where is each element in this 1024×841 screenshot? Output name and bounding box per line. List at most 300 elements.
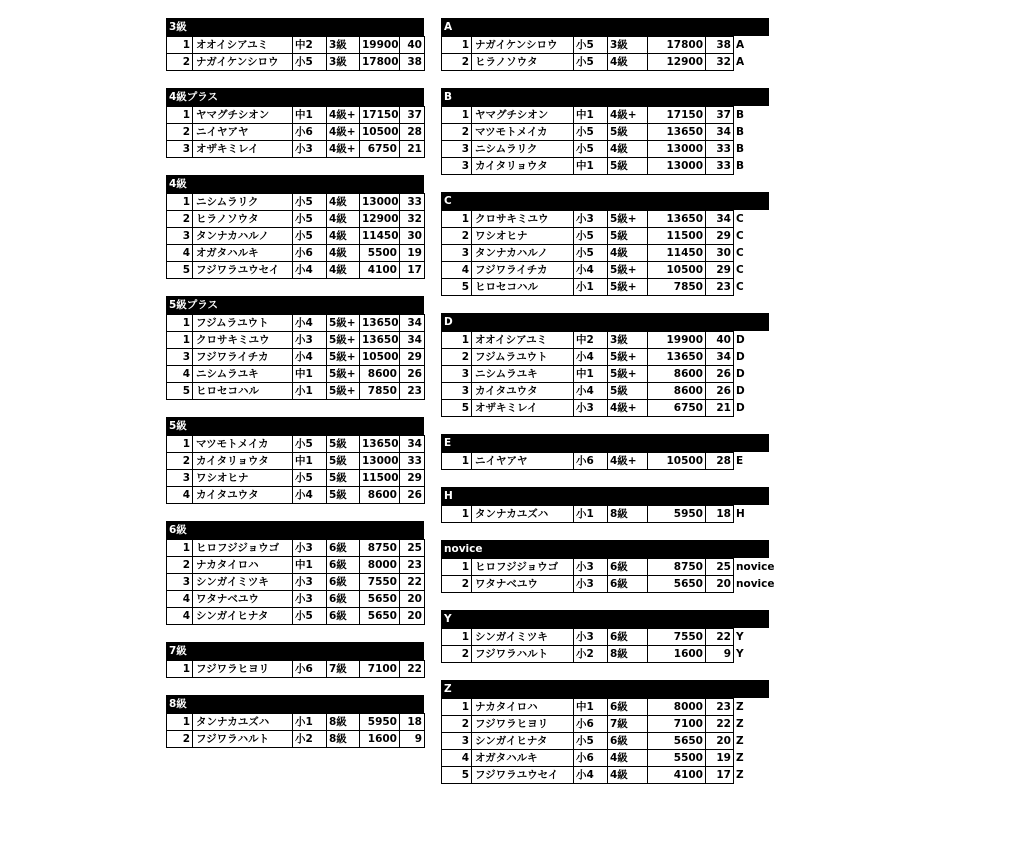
name-cell: マツモトメイカ (193, 436, 293, 453)
level-cell: 8級 (327, 714, 360, 731)
score-cell: 33 (706, 158, 734, 175)
school-grade-cell: 小4 (293, 487, 327, 504)
level-cell: 5級+ (608, 279, 648, 296)
name-cell: ワタナベユウ (472, 576, 574, 593)
level-cell: 6級 (327, 591, 360, 608)
rank-cell: 1 (167, 315, 193, 332)
table-row (167, 487, 425, 504)
class-cell: H (734, 506, 770, 523)
school-grade-cell: 小5 (293, 54, 327, 71)
score-cell: 29 (706, 262, 734, 279)
group-table (166, 713, 425, 748)
score-cell: 26 (400, 487, 425, 504)
school-grade-cell: 小5 (293, 211, 327, 228)
class-cell: Z (734, 767, 770, 784)
level-cell: 5級 (608, 383, 648, 400)
rank-cell: 4 (167, 487, 193, 504)
school-grade-cell: 小1 (293, 383, 327, 400)
level-cell: 6級 (327, 608, 360, 625)
group-block (166, 521, 424, 625)
points-cell: 13000 (648, 141, 706, 158)
class-cell: Z (734, 733, 770, 750)
group-header: Z (441, 680, 769, 698)
rank-cell: 2 (167, 453, 193, 470)
group-table (441, 698, 770, 784)
table-row (442, 733, 770, 750)
table-row (167, 731, 425, 748)
level-cell: 4級 (327, 211, 360, 228)
level-ranking-column (166, 18, 424, 765)
group-block (441, 313, 769, 417)
rank-cell: 4 (442, 262, 472, 279)
score-cell: 37 (400, 107, 425, 124)
level-cell: 8級 (327, 731, 360, 748)
score-cell: 28 (400, 124, 425, 141)
level-cell: 4級+ (608, 400, 648, 417)
table-row (167, 245, 425, 262)
points-cell: 5950 (360, 714, 400, 731)
rank-cell: 1 (167, 661, 193, 678)
points-cell: 19900 (648, 332, 706, 349)
group-header: 4級 (166, 175, 424, 193)
table-row (167, 262, 425, 279)
level-cell: 4級 (327, 262, 360, 279)
class-cell: B (734, 107, 770, 124)
table-row (442, 54, 770, 71)
class-cell: D (734, 366, 770, 383)
score-cell: 20 (706, 733, 734, 750)
points-cell: 5650 (360, 591, 400, 608)
group-header: A (441, 18, 769, 36)
table-row (167, 661, 425, 678)
score-cell: 21 (706, 400, 734, 417)
school-grade-cell: 小6 (574, 750, 608, 767)
rank-cell: 1 (167, 37, 193, 54)
class-cell: Z (734, 750, 770, 767)
class-cell: Z (734, 699, 770, 716)
level-cell: 5級 (327, 470, 360, 487)
level-cell: 6級 (327, 557, 360, 574)
score-cell: 20 (400, 591, 425, 608)
table-row (442, 262, 770, 279)
table-row (167, 141, 425, 158)
group-header: 5級 (166, 417, 424, 435)
table-row (442, 158, 770, 175)
score-cell: 25 (706, 559, 734, 576)
level-cell: 3級 (608, 37, 648, 54)
school-grade-cell: 小4 (574, 262, 608, 279)
group-table (441, 331, 770, 417)
score-cell: 34 (400, 332, 425, 349)
points-cell: 13000 (360, 194, 400, 211)
rank-cell: 3 (442, 733, 472, 750)
level-cell: 6級 (608, 629, 648, 646)
name-cell: シンガイヒナタ (193, 608, 293, 625)
table-row (442, 716, 770, 733)
group-header: Y (441, 610, 769, 628)
score-cell: 28 (706, 453, 734, 470)
score-cell: 22 (400, 661, 425, 678)
rank-cell: 1 (442, 453, 472, 470)
rank-cell: 3 (167, 349, 193, 366)
points-cell: 11500 (360, 470, 400, 487)
rank-cell: 3 (442, 141, 472, 158)
table-row (442, 279, 770, 296)
name-cell: ヒロフジジョウゴ (193, 540, 293, 557)
rank-cell: 2 (442, 228, 472, 245)
school-grade-cell: 小5 (574, 245, 608, 262)
level-cell: 4級 (608, 54, 648, 71)
level-cell: 5級 (608, 228, 648, 245)
rank-cell: 2 (442, 576, 472, 593)
score-cell: 29 (706, 228, 734, 245)
points-cell: 1600 (648, 646, 706, 663)
level-cell: 6級 (327, 540, 360, 557)
name-cell: ナカタイロハ (193, 557, 293, 574)
score-cell: 34 (400, 315, 425, 332)
table-row (167, 124, 425, 141)
class-cell: Z (734, 716, 770, 733)
score-cell: 26 (706, 383, 734, 400)
school-grade-cell: 小4 (293, 262, 327, 279)
points-cell: 12900 (648, 54, 706, 71)
table-row (442, 332, 770, 349)
points-cell: 4100 (360, 262, 400, 279)
school-grade-cell: 小1 (574, 506, 608, 523)
points-cell: 11450 (360, 228, 400, 245)
table-row (442, 141, 770, 158)
table-row (442, 366, 770, 383)
school-grade-cell: 小5 (574, 37, 608, 54)
score-cell: 34 (706, 211, 734, 228)
level-cell: 4級 (608, 141, 648, 158)
rank-cell: 5 (442, 767, 472, 784)
level-cell: 4級+ (608, 453, 648, 470)
table-row (442, 383, 770, 400)
score-cell: 34 (400, 436, 425, 453)
rank-cell: 2 (442, 124, 472, 141)
name-cell: オオイシアユミ (472, 332, 574, 349)
group-table (441, 452, 770, 470)
group-table (441, 505, 770, 523)
school-grade-cell: 小5 (574, 228, 608, 245)
table-row (167, 107, 425, 124)
school-grade-cell: 小4 (574, 383, 608, 400)
level-cell: 5級+ (608, 211, 648, 228)
rank-cell: 1 (442, 107, 472, 124)
table-row (442, 400, 770, 417)
table-row (167, 470, 425, 487)
score-cell: 23 (400, 557, 425, 574)
class-cell: B (734, 158, 770, 175)
group-block (166, 18, 424, 71)
table-row (167, 228, 425, 245)
points-cell: 7100 (360, 661, 400, 678)
school-grade-cell: 小3 (293, 574, 327, 591)
name-cell: オガタハルキ (193, 245, 293, 262)
rank-cell: 3 (167, 574, 193, 591)
rank-cell: 1 (167, 714, 193, 731)
points-cell: 10500 (648, 453, 706, 470)
group-header: novice (441, 540, 769, 558)
points-cell: 8600 (648, 383, 706, 400)
school-grade-cell: 小4 (293, 349, 327, 366)
name-cell: フジワラヒヨリ (193, 661, 293, 678)
name-cell: フジムラユウト (193, 315, 293, 332)
table-row (167, 608, 425, 625)
level-cell: 5級 (327, 487, 360, 504)
group-block (166, 88, 424, 158)
school-grade-cell: 小1 (293, 714, 327, 731)
class-cell: A (734, 54, 770, 71)
score-cell: 9 (400, 731, 425, 748)
points-cell: 11450 (648, 245, 706, 262)
rank-cell: 1 (442, 559, 472, 576)
name-cell: フジワラユウセイ (472, 767, 574, 784)
school-grade-cell: 中1 (574, 158, 608, 175)
table-row (167, 557, 425, 574)
school-grade-cell: 中1 (293, 453, 327, 470)
class-cell: A (734, 37, 770, 54)
score-cell: 33 (706, 141, 734, 158)
school-grade-cell: 小3 (574, 629, 608, 646)
school-grade-cell: 小3 (293, 540, 327, 557)
level-cell: 4級 (327, 245, 360, 262)
group-table (441, 210, 770, 296)
name-cell: ヤマグチシオン (472, 107, 574, 124)
table-row (442, 699, 770, 716)
school-grade-cell: 小3 (574, 576, 608, 593)
name-cell: ニシムラリク (472, 141, 574, 158)
score-cell: 19 (400, 245, 425, 262)
points-cell: 5650 (648, 733, 706, 750)
table-row (442, 559, 770, 576)
group-block (441, 487, 769, 523)
level-cell: 5級+ (608, 262, 648, 279)
school-grade-cell: 中1 (293, 107, 327, 124)
points-cell: 10500 (360, 124, 400, 141)
table-row (167, 383, 425, 400)
score-cell: 29 (400, 349, 425, 366)
level-cell: 8級 (608, 506, 648, 523)
class-cell: C (734, 245, 770, 262)
level-cell: 3級 (327, 37, 360, 54)
rank-cell: 1 (442, 629, 472, 646)
name-cell: オガタハルキ (472, 750, 574, 767)
rank-cell: 2 (167, 731, 193, 748)
name-cell: ナガイケンシロウ (193, 54, 293, 71)
group-header: 4級プラス (166, 88, 424, 106)
class-ranking-column (441, 18, 775, 801)
points-cell: 10500 (648, 262, 706, 279)
group-table (166, 539, 425, 625)
points-cell: 17150 (648, 107, 706, 124)
name-cell: オザキミレイ (472, 400, 574, 417)
name-cell: オオイシアユミ (193, 37, 293, 54)
score-cell: 29 (400, 470, 425, 487)
points-cell: 7550 (648, 629, 706, 646)
name-cell: ニシムラユキ (472, 366, 574, 383)
level-cell: 8級 (608, 646, 648, 663)
table-row (167, 714, 425, 731)
level-cell: 5級+ (327, 332, 360, 349)
rank-cell: 5 (167, 262, 193, 279)
points-cell: 13650 (360, 436, 400, 453)
table-row (442, 506, 770, 523)
school-grade-cell: 小3 (574, 211, 608, 228)
score-cell: 23 (400, 383, 425, 400)
score-cell: 23 (706, 279, 734, 296)
name-cell: カイタリョウタ (193, 453, 293, 470)
name-cell: シンガイミツキ (193, 574, 293, 591)
points-cell: 11500 (648, 228, 706, 245)
table-row (442, 107, 770, 124)
group-table (441, 628, 770, 663)
score-cell: 9 (706, 646, 734, 663)
name-cell: オザキミレイ (193, 141, 293, 158)
rank-cell: 4 (167, 366, 193, 383)
group-block (441, 18, 769, 71)
score-cell: 32 (400, 211, 425, 228)
name-cell: ナガイケンシロウ (472, 37, 574, 54)
class-cell: novice (734, 576, 770, 593)
score-cell: 30 (706, 245, 734, 262)
rank-cell: 3 (167, 470, 193, 487)
level-cell: 6級 (608, 559, 648, 576)
points-cell: 7850 (360, 383, 400, 400)
group-block (441, 610, 769, 663)
school-grade-cell: 小5 (293, 436, 327, 453)
school-grade-cell: 小5 (293, 228, 327, 245)
table-row (442, 37, 770, 54)
school-grade-cell: 小5 (574, 141, 608, 158)
school-grade-cell: 小3 (574, 400, 608, 417)
name-cell: タンナカハルノ (472, 245, 574, 262)
points-cell: 1600 (360, 731, 400, 748)
rank-cell: 2 (442, 646, 472, 663)
rank-cell: 1 (167, 540, 193, 557)
school-grade-cell: 小3 (574, 559, 608, 576)
name-cell: クロサキミユウ (472, 211, 574, 228)
score-cell: 25 (400, 540, 425, 557)
points-cell: 10500 (360, 349, 400, 366)
score-cell: 26 (706, 366, 734, 383)
group-table (166, 314, 425, 400)
rank-cell: 1 (442, 506, 472, 523)
score-cell: 20 (400, 608, 425, 625)
school-grade-cell: 中2 (293, 37, 327, 54)
name-cell: フジワライチカ (472, 262, 574, 279)
name-cell: フジワライチカ (193, 349, 293, 366)
group-table (441, 36, 770, 71)
table-row (442, 646, 770, 663)
level-cell: 5級 (608, 158, 648, 175)
points-cell: 5650 (360, 608, 400, 625)
table-row (167, 453, 425, 470)
points-cell: 19900 (360, 37, 400, 54)
group-block (166, 695, 424, 748)
score-cell: 20 (706, 576, 734, 593)
score-cell: 34 (706, 124, 734, 141)
points-cell: 5950 (648, 506, 706, 523)
score-cell: 37 (706, 107, 734, 124)
score-cell: 40 (706, 332, 734, 349)
school-grade-cell: 中1 (574, 699, 608, 716)
table-row (167, 436, 425, 453)
rank-cell: 5 (442, 400, 472, 417)
table-row (442, 211, 770, 228)
name-cell: ナカタイロハ (472, 699, 574, 716)
points-cell: 13650 (648, 211, 706, 228)
group-header: 7級 (166, 642, 424, 660)
class-cell: D (734, 383, 770, 400)
level-cell: 3級 (608, 332, 648, 349)
class-cell: C (734, 279, 770, 296)
score-cell: 33 (400, 194, 425, 211)
group-block (441, 434, 769, 470)
points-cell: 7100 (648, 716, 706, 733)
school-grade-cell: 中1 (293, 557, 327, 574)
table-row (442, 629, 770, 646)
score-cell: 22 (706, 629, 734, 646)
rank-cell: 2 (167, 54, 193, 71)
level-cell: 4級+ (327, 141, 360, 158)
class-cell: D (734, 349, 770, 366)
name-cell: カイタリョウタ (472, 158, 574, 175)
level-cell: 7級 (608, 716, 648, 733)
school-grade-cell: 小2 (293, 731, 327, 748)
group-header: H (441, 487, 769, 505)
level-cell: 4級 (608, 750, 648, 767)
school-grade-cell: 小6 (293, 124, 327, 141)
rank-cell: 1 (167, 194, 193, 211)
level-cell: 4級 (327, 228, 360, 245)
group-header: D (441, 313, 769, 331)
school-grade-cell: 小1 (574, 279, 608, 296)
rank-cell: 1 (167, 436, 193, 453)
name-cell: ニイヤアヤ (193, 124, 293, 141)
points-cell: 8600 (360, 366, 400, 383)
rank-cell: 1 (442, 699, 472, 716)
class-cell: B (734, 141, 770, 158)
table-row (167, 349, 425, 366)
name-cell: ワシオヒナ (193, 470, 293, 487)
table-row (167, 37, 425, 54)
rank-cell: 3 (442, 383, 472, 400)
group-header: 5級プラス (166, 296, 424, 314)
level-cell: 5級+ (327, 383, 360, 400)
level-cell: 4級 (608, 767, 648, 784)
rank-cell: 3 (167, 228, 193, 245)
name-cell: フジワラハルト (472, 646, 574, 663)
group-table (166, 435, 425, 504)
school-grade-cell: 小6 (574, 453, 608, 470)
points-cell: 17800 (360, 54, 400, 71)
points-cell: 17800 (648, 37, 706, 54)
level-cell: 6級 (327, 574, 360, 591)
rank-cell: 4 (167, 608, 193, 625)
level-cell: 4級+ (327, 107, 360, 124)
group-header: 3級 (166, 18, 424, 36)
score-cell: 22 (400, 574, 425, 591)
rank-cell: 3 (442, 158, 472, 175)
points-cell: 13650 (648, 124, 706, 141)
group-block (441, 680, 769, 784)
name-cell: ヒロフジジョウゴ (472, 559, 574, 576)
rank-cell: 5 (167, 383, 193, 400)
points-cell: 7550 (360, 574, 400, 591)
points-cell: 5500 (360, 245, 400, 262)
